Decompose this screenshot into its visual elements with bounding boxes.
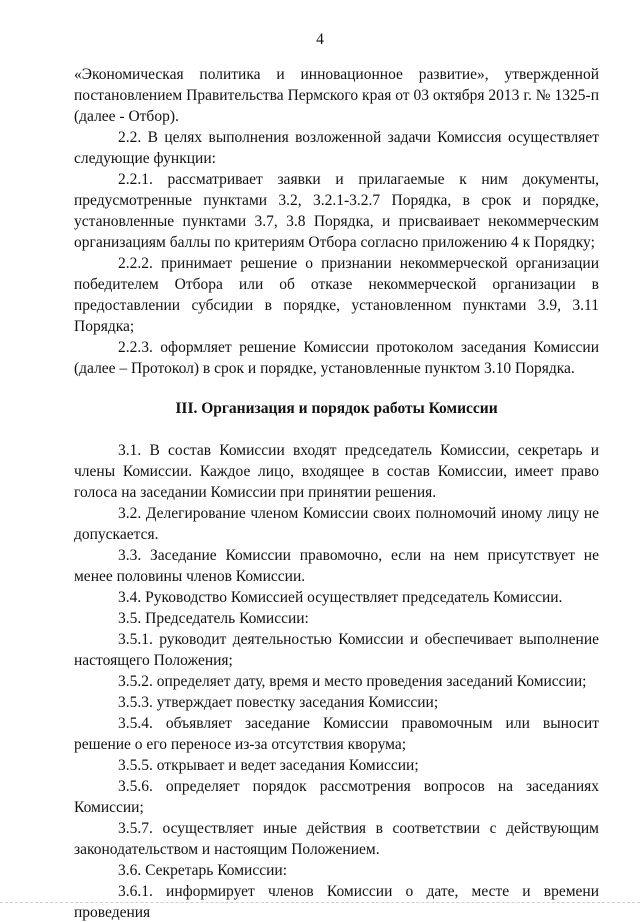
paragraph-3-1: 3.1. В состав Комиссии входят председатель Комиссии, секретарь и члены Комиссии. Каждое лицо, входящее в состав Комиссии, имеет право голоса на заседании Комиссии при принятии решения. [74,442,599,501]
paragraph-3-5: 3.5. Председатель Комиссии: [118,610,309,627]
paragraph-3-6-1: 3.6.1. информирует членов Комиссии о дате, месте и времени проведения [74,883,599,921]
paragraph-3-5-4: 3.5.4. объявляет заседание Комиссии правомочным или выносит решение о его переносе из-за отсутствия кворума; [74,715,599,753]
paragraph-2-2-1: 2.2.1. рассматривает заявки и прилагаемые к ним документы, предусмотренные пунктами 3.2, 3.2.1-3.2.7 Порядка, в срок и порядке, установленные пунктами 3.7, 3.8 Порядка, и присваивает некоммерческим организациям баллы по критериям Отбора согласно приложению 4 к Порядку; [74,171,599,251]
paragraph-3-5-7: 3.5.7. осуществляет иные действия в соответствии с действующим законодательством и настоящим Положением. [74,820,599,858]
paragraph-3-2: 3.2. Делегирование членом Комиссии своих полномочий иному лицу не допускается. [74,505,599,543]
paragraph-3-5-5: 3.5.5. открывает и ведет заседания Комиссии; [118,757,419,774]
page-bottom-edge [0,902,640,903]
paragraph-2-2-3: 2.2.3. оформляет решение Комиссии протоколом заседания Комиссии (далее – Протокол) в срок и порядке, установленные пунктом 3.10 Порядка. [74,339,599,377]
paragraph-3-3: 3.3. Заседание Комиссии правомочно, если на нем присутствует не менее половины членов Комиссии. [74,547,599,585]
document-body [74,64,599,923]
paragraph-3-5-6: 3.5.6. определяет порядок рассмотрения вопросов на заседаниях Комиссии; [74,778,599,816]
paragraph-3-5-1: 3.5.1. руководит деятельностью Комиссии и обеспечивает выполнение настоящего Положения; [74,631,599,669]
paragraph-continuation: «Экономическая политика и инновационное развитие», утвержденной постановлением Правительства Пермского края от 03 октября 2013 г. № 1325-п (далее - Отбор). [74,66,599,125]
section-heading: III. Организация и порядок работы Комиссии [175,400,498,417]
page-number: 4 [316,31,324,48]
paragraph-3-5-3: 3.5.3. утверждает повестку заседания Комиссии; [118,694,439,711]
paragraph-3-6: 3.6. Секретарь Комиссии: [118,862,288,879]
paragraph-3-4: 3.4. Руководство Комиссией осуществляет председатель Комиссии. [118,589,563,606]
paragraph-2-2-2: 2.2.2. принимает решение о признании некоммерческой организации победителем Отбора или об отказе некоммерческой организации в предоставлении субсидии в порядке, установленном пунктами 3.9, 3.11 Порядка; [74,255,599,335]
paragraph-3-5-2: 3.5.2. определяет дату, время и место проведения заседаний Комиссии; [118,673,587,690]
paragraph-2-2: 2.2. В целях выполнения возложенной задачи Комиссия осуществляет следующие функции: [74,129,599,167]
